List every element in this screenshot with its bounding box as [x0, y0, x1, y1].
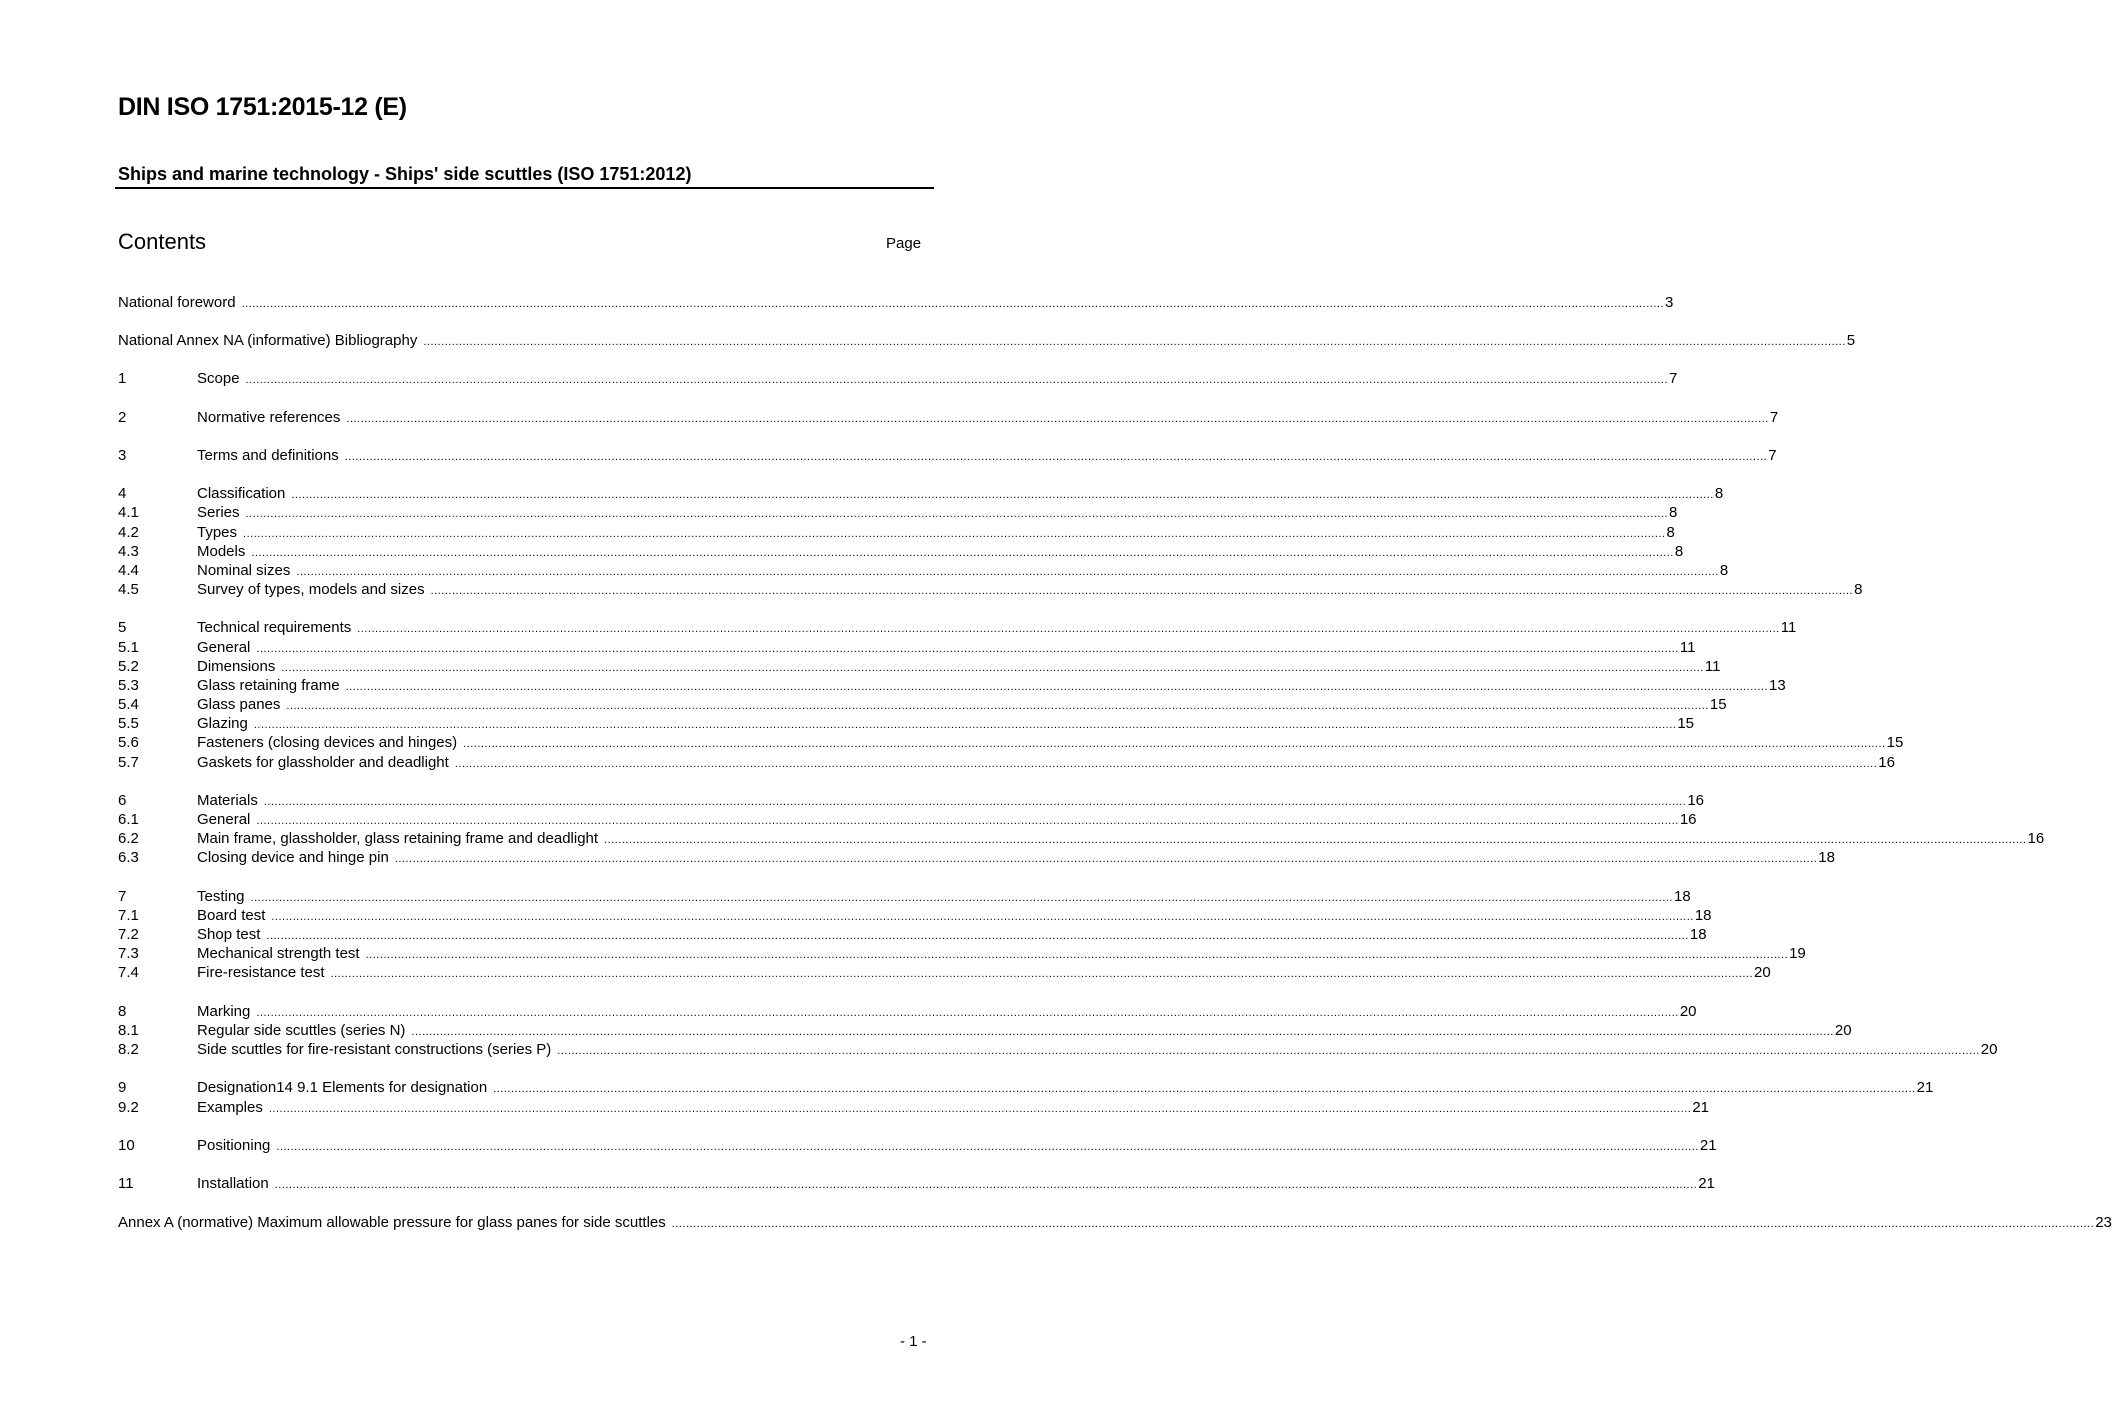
toc-entry-title: Main frame, glassholder, glass retaining frame and deadlight — [197, 829, 604, 848]
toc-entry-page: 13 — [1769, 677, 1786, 694]
toc-entry-number: 5.3 — [118, 677, 139, 694]
toc-entry-title: Terms and definitions — [197, 446, 345, 465]
toc-entry-title: Examples — [197, 1098, 269, 1117]
toc-entry-title: General — [197, 810, 256, 829]
toc-entry-title: Designation14 9.1 Elements for designation — [197, 1078, 493, 1097]
toc-entry-line — [197, 676, 1786, 697]
toc-entry-page: 19 — [1789, 945, 1806, 962]
toc-entry-number: 8.1 — [118, 1022, 139, 1039]
toc-entry-number: 7 — [118, 888, 127, 905]
toc-entry-page: 21 — [1698, 1175, 1715, 1192]
toc-dot-leader: ................................................................................................................................................................................................................................................................................................................................................................................................................ — [454, 758, 1878, 770]
toc-dot-leader: ................................................................................................................................................................................................................................................................................................................................................................................................................ — [251, 547, 1674, 559]
toc-entry-page: 21 — [1916, 1079, 1934, 1096]
toc-dot-leader: ................................................................................................................................................................................................................................................................................................................................................................................................................ — [266, 930, 1689, 942]
toc-entry-number: 4.1 — [118, 504, 139, 521]
toc-entry-number: 9 — [118, 1079, 127, 1096]
toc-entry-title: Fire-resistance test — [197, 963, 331, 982]
toc-entry-number: 6.1 — [118, 811, 139, 828]
toc-entry-line — [197, 906, 1712, 927]
toc-entry[interactable] — [118, 523, 1675, 542]
toc-entry-line — [118, 331, 1856, 352]
document-subtitle: Ships and marine technology - Ships' side scuttles (ISO 1751:2012) — [118, 164, 692, 184]
toc-entry-title: Glazing — [197, 714, 254, 733]
toc-entry[interactable] — [118, 791, 1705, 810]
toc-entry[interactable] — [118, 657, 1721, 676]
toc-dot-leader: ................................................................................................................................................................................................................................................................................................................................................................................................................ — [274, 1179, 1698, 1191]
toc-dot-leader: ................................................................................................................................................................................................................................................................................................................................................................................................................ — [330, 968, 1754, 980]
toc-entry-page: 8 — [1854, 581, 1863, 598]
toc-dot-leader: ................................................................................................................................................................................................................................................................................................................................................................................................................ — [291, 489, 1714, 501]
toc-entry-page: 18 — [1694, 907, 1712, 924]
toc-entry-line — [197, 1174, 1715, 1195]
toc-entry-number: 7.4 — [118, 964, 139, 981]
toc-entry[interactable] — [118, 887, 1691, 906]
toc-entry-title: Materials — [197, 791, 264, 810]
toc-entry-title: Normative references — [197, 408, 346, 427]
toc-entry-number: 3 — [118, 447, 127, 464]
contents-heading: Contents — [118, 229, 207, 254]
toc-entry-line — [197, 561, 1729, 582]
toc-entry-page: 16 — [1878, 754, 1895, 771]
toc-entry-page: 7 — [1669, 370, 1678, 387]
toc-entry[interactable] — [118, 1002, 1697, 1021]
toc-entry[interactable] — [118, 695, 1727, 714]
toc-entry-page: 21 — [1692, 1099, 1710, 1116]
toc-entry-line — [197, 944, 1806, 965]
toc-entry-number: 5.6 — [118, 734, 139, 751]
toc-entry-page: 23 — [2095, 1214, 2112, 1231]
toc-dot-leader: ................................................................................................................................................................................................................................................................................................................................................................................................................ — [430, 585, 1854, 597]
toc-dot-leader: ................................................................................................................................................................................................................................................................................................................................................................................................................ — [463, 738, 1886, 750]
toc-entry-line — [197, 963, 1771, 984]
toc-entry-page: 8 — [1719, 562, 1729, 579]
toc-entry-title: Positioning — [197, 1136, 276, 1155]
toc-entry-title: Nominal sizes — [197, 561, 296, 580]
toc-entry-title: Side scuttles for fire-resistant constructions (series P) — [197, 1040, 557, 1059]
toc-dot-leader: ................................................................................................................................................................................................................................................................................................................................................................................................................ — [394, 853, 1818, 865]
toc-entry-page: 5 — [1846, 332, 1856, 349]
toc-entry[interactable] — [118, 944, 1806, 963]
toc-entry-line — [197, 657, 1721, 678]
toc-dot-leader: ................................................................................................................................................................................................................................................................................................................................................................................................................ — [263, 796, 1687, 808]
toc-entry-number: 9.2 — [118, 1099, 139, 1116]
toc-entry[interactable] — [118, 293, 1674, 312]
toc-entry-page: 7 — [1769, 409, 1779, 426]
toc-entry[interactable] — [118, 1174, 1715, 1193]
toc-entry[interactable] — [118, 1040, 1998, 1059]
toc-entry[interactable] — [118, 503, 1678, 522]
toc-entry-line — [197, 848, 1835, 869]
toc-entry[interactable] — [118, 733, 1904, 752]
toc-entry-title: National Annex NA (informative) Bibliography — [118, 331, 423, 350]
toc-entry-number: 5.2 — [118, 658, 139, 675]
toc-entry-line — [197, 503, 1678, 524]
toc-entry-title: Marking — [197, 1002, 256, 1021]
toc-entry[interactable] — [118, 906, 1712, 925]
toc-entry-line — [197, 714, 1695, 735]
toc-entry-page: 20 — [1679, 1003, 1697, 1020]
toc-dot-leader: ................................................................................................................................................................................................................................................................................................................................................................................................................ — [286, 700, 1709, 712]
toc-entry-line — [197, 829, 2045, 850]
toc-dot-leader: ................................................................................................................................................................................................................................................................................................................................................................................................................ — [357, 623, 1780, 635]
toc-entry-line — [197, 925, 1707, 946]
toc-entry-title: Technical requirements — [197, 618, 357, 637]
toc-entry-number: 5.5 — [118, 715, 139, 732]
toc-entry-number: 4.4 — [118, 562, 139, 579]
toc-entry-line — [197, 753, 1895, 774]
toc-entry-line — [197, 408, 1779, 429]
toc-entry-page: 15 — [1677, 715, 1695, 732]
toc-dot-leader: ................................................................................................................................................................................................................................................................................................................................................................................................................ — [411, 1026, 1834, 1038]
toc-entry[interactable] — [118, 676, 1786, 695]
toc-entry-page: 11 — [1679, 639, 1696, 656]
document-title: DIN ISO 1751:2015-12 (E) — [118, 93, 407, 121]
toc-dot-leader: ................................................................................................................................................................................................................................................................................................................................................................................................................ — [671, 1218, 2095, 1230]
toc-entry-line — [197, 523, 1675, 544]
toc-dot-leader: ................................................................................................................................................................................................................................................................................................................................................................................................................ — [604, 834, 2027, 846]
toc-entry[interactable] — [118, 484, 1724, 503]
page-column-label: Page — [886, 235, 922, 252]
toc-entry-title: Testing — [197, 887, 251, 906]
toc-dot-leader: ................................................................................................................................................................................................................................................................................................................................................................................................................ — [344, 451, 1768, 463]
toc-entry-line — [197, 542, 1684, 563]
toc-entry-number: 8 — [118, 1003, 127, 1020]
toc-entry-title: Glass retaining frame — [197, 676, 346, 695]
toc-entry-line — [197, 1021, 1852, 1042]
toc-entry-page: 3 — [1665, 294, 1674, 311]
toc-entry-number: 1 — [118, 370, 127, 387]
toc-dot-leader: ................................................................................................................................................................................................................................................................................................................................................................................................................ — [296, 566, 1719, 578]
toc-entry-page: 16 — [1679, 811, 1697, 828]
toc-entry-title: National foreword — [118, 293, 242, 312]
toc-entry-number: 10 — [118, 1137, 135, 1154]
toc-entry-number: 7.2 — [118, 926, 139, 943]
toc-entry[interactable] — [118, 331, 1856, 350]
toc-entry[interactable] — [118, 618, 1797, 637]
toc-dot-leader: ................................................................................................................................................................................................................................................................................................................................................................................................................ — [493, 1083, 1916, 1095]
toc-entry-line — [197, 1002, 1697, 1023]
toc-dot-leader: ................................................................................................................................................................................................................................................................................................................................................................................................................ — [253, 719, 1677, 731]
toc-entry-line — [197, 369, 1678, 390]
toc-entry[interactable] — [118, 1136, 1717, 1155]
toc-entry-page: 20 — [1834, 1022, 1852, 1039]
toc-entry[interactable] — [118, 753, 1895, 772]
toc-entry[interactable] — [118, 369, 1678, 388]
toc-entry-title: Scope — [197, 369, 246, 388]
toc-entry[interactable] — [118, 848, 1835, 867]
toc-entry-number: 7.1 — [118, 907, 139, 924]
toc-entry[interactable] — [118, 1213, 2112, 1232]
toc-entry-number: 6.2 — [118, 830, 139, 847]
toc-entry-title: Board test — [197, 906, 271, 925]
toc-entry-title: Installation — [197, 1174, 275, 1193]
toc-entry-page: 20 — [1980, 1041, 1998, 1058]
toc-entry-line — [197, 695, 1727, 716]
toc-entry-number: 4.2 — [118, 524, 139, 541]
toc-dot-leader: ................................................................................................................................................................................................................................................................................................................................................................................................................ — [346, 413, 1769, 425]
toc-dot-leader: ................................................................................................................................................................................................................................................................................................................................................................................................................ — [241, 298, 1665, 310]
toc-entry-title: Classification — [197, 484, 291, 503]
toc-entry-number: 4.3 — [118, 543, 139, 560]
toc-entry-title: Shop test — [197, 925, 266, 944]
toc-entry-line — [197, 1098, 1710, 1119]
toc-entry[interactable] — [118, 1098, 1710, 1117]
toc-entry-number: 7.3 — [118, 945, 139, 962]
toc-entry-line — [197, 446, 1777, 467]
toc-entry-line — [118, 293, 1674, 314]
toc-dot-leader: ................................................................................................................................................................................................................................................................................................................................................................................................................ — [281, 662, 1704, 674]
toc-entry-title: Types — [197, 523, 243, 542]
toc-entry-line — [197, 1078, 1934, 1099]
toc-entry-page: 8 — [1674, 543, 1684, 560]
toc-entry-number: 6.3 — [118, 849, 139, 866]
toc-entry-page: 8 — [1669, 504, 1678, 521]
toc-entry-title: Dimensions — [197, 657, 281, 676]
toc-entry-number: 11 — [118, 1175, 134, 1192]
toc-entry[interactable] — [118, 408, 1779, 427]
toc-entry-title: Series — [197, 503, 246, 522]
toc-entry-title: Mechanical strength test — [197, 944, 366, 963]
toc-dot-leader: ................................................................................................................................................................................................................................................................................................................................................................................................................ — [271, 911, 1694, 923]
toc-entry-number: 4.5 — [118, 581, 139, 598]
toc-entry-title: Survey of types, models and sizes — [197, 580, 431, 599]
toc-entry-number: 5.7 — [118, 754, 139, 771]
toc-entry-line — [197, 638, 1696, 659]
toc-entry-line — [197, 1040, 1998, 1061]
toc-dot-leader: ................................................................................................................................................................................................................................................................................................................................................................................................................ — [256, 643, 1679, 655]
toc-dot-leader: ................................................................................................................................................................................................................................................................................................................................................................................................................ — [345, 681, 1769, 693]
toc-dot-leader: ................................................................................................................................................................................................................................................................................................................................................................................................................ — [245, 508, 1668, 520]
toc-entry-number: 6 — [118, 792, 127, 809]
toc-entry-number: 5.1 — [118, 639, 139, 656]
toc-entry-page: 15 — [1886, 734, 1904, 751]
toc-dot-leader: ................................................................................................................................................................................................................................................................................................................................................................................................................ — [365, 949, 1789, 961]
toc-entry-number: 2 — [118, 409, 127, 426]
toc-dot-leader: ................................................................................................................................................................................................................................................................................................................................................................................................................ — [245, 374, 1669, 386]
toc-entry-number: 5 — [118, 619, 127, 636]
toc-dot-leader: ................................................................................................................................................................................................................................................................................................................................................................................................................ — [268, 1103, 1692, 1115]
toc-entry[interactable] — [118, 561, 1729, 580]
toc-entry[interactable] — [118, 580, 1863, 599]
toc-entry-page: 16 — [1687, 792, 1705, 809]
toc-entry-page: 18 — [1818, 849, 1835, 866]
toc-entry-line — [197, 887, 1691, 908]
toc-entry-line — [197, 484, 1724, 505]
toc-entry-page: 7 — [1768, 447, 1777, 464]
toc-entry-page: 21 — [1699, 1137, 1717, 1154]
toc-entry[interactable] — [118, 714, 1695, 733]
toc-dot-leader: ................................................................................................................................................................................................................................................................................................................................................................................................................ — [276, 1141, 1699, 1153]
toc-entry-number: 4 — [118, 485, 127, 502]
toc-entry-line — [197, 791, 1705, 812]
toc-entry[interactable] — [118, 925, 1707, 944]
toc-entry-number: 5.4 — [118, 696, 139, 713]
toc-entry-page: 18 — [1674, 888, 1691, 905]
toc-entry[interactable] — [118, 810, 1697, 829]
toc-dot-leader: ................................................................................................................................................................................................................................................................................................................................................................................................................ — [256, 815, 1679, 827]
toc-entry-title: Glass panes — [197, 695, 286, 714]
toc-entry-line — [197, 1136, 1717, 1157]
toc-entry[interactable] — [118, 1021, 1852, 1040]
toc-entry-page: 20 — [1754, 964, 1771, 981]
page-footer: - 1 - — [900, 1333, 927, 1350]
toc-entry-line — [197, 618, 1797, 639]
toc-dot-leader: ................................................................................................................................................................................................................................................................................................................................................................................................................ — [557, 1045, 1980, 1057]
toc-dot-leader: ................................................................................................................................................................................................................................................................................................................................................................................................................ — [423, 336, 1846, 348]
toc-entry-line — [118, 1213, 2112, 1234]
toc-dot-leader: ................................................................................................................................................................................................................................................................................................................................................................................................................ — [250, 892, 1673, 904]
toc-entry-page: 16 — [2027, 830, 2045, 847]
toc-entry-page: 15 — [1709, 696, 1727, 713]
toc-entry-page: 8 — [1666, 524, 1675, 541]
toc-entry-page: 18 — [1689, 926, 1707, 943]
toc-dot-leader: ................................................................................................................................................................................................................................................................................................................................................................................................................ — [243, 528, 1666, 540]
toc-dot-leader: ................................................................................................................................................................................................................................................................................................................................................................................................................ — [256, 1007, 1679, 1019]
toc-entry[interactable] — [118, 542, 1684, 561]
toc-entry[interactable] — [118, 638, 1696, 657]
toc-entry[interactable] — [118, 829, 2045, 848]
toc-entry-page: 11 — [1780, 619, 1797, 636]
toc-entry[interactable] — [118, 963, 1771, 982]
toc-entry-title: Fasteners (closing devices and hinges) — [197, 733, 463, 752]
toc-entry-title: Closing device and hinge pin — [197, 848, 395, 867]
toc-entry-page: 11 — [1704, 658, 1721, 675]
toc-entry-page: 8 — [1714, 485, 1724, 502]
toc-entry-title: Regular side scuttles (series N) — [197, 1021, 411, 1040]
toc-entry[interactable] — [118, 446, 1777, 465]
toc-entry-title: Gaskets for glassholder and deadlight — [197, 753, 455, 772]
toc-entry-title: Models — [197, 542, 251, 561]
toc-entry-line — [197, 580, 1863, 601]
toc-entry-line — [197, 810, 1697, 831]
toc-entry-title: General — [197, 638, 256, 657]
toc-entry[interactable] — [118, 1078, 1934, 1097]
toc-entry-title: Annex A (normative) Maximum allowable pressure for glass panes for side scuttles — [118, 1213, 672, 1232]
toc-entry-line — [197, 733, 1904, 754]
toc-entry-number: 8.2 — [118, 1041, 139, 1058]
